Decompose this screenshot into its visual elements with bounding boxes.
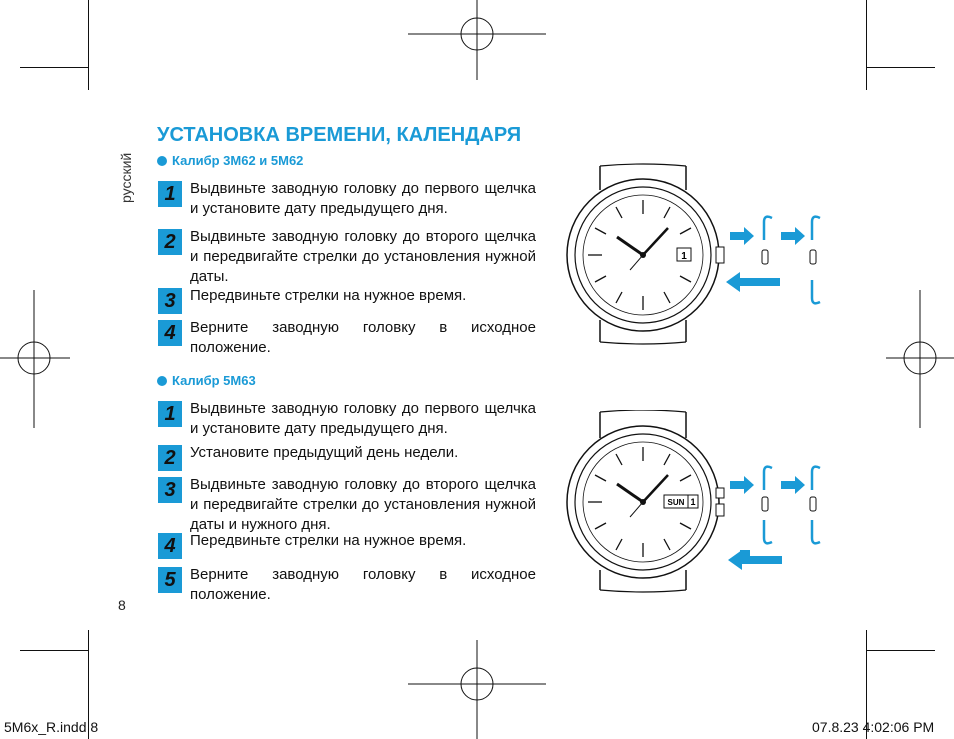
registration-mark-right <box>880 290 954 430</box>
crop-mark <box>867 650 935 651</box>
crop-mark <box>88 0 89 90</box>
step-text: Выдвиньте заводную головку до второго щелчка и передвигайте стрелки до установления нужной даты. <box>190 228 536 285</box>
section-heading-text: Калибр 5M63 <box>172 373 256 388</box>
step-text: Верните заводную головку в исходное положение. <box>190 566 536 603</box>
step-number: 3 <box>158 288 182 314</box>
page-title: УСТАНОВКА ВРЕМЕНИ, КАЛЕНДАРЯ <box>157 124 522 146</box>
section-heading-1 <box>157 153 303 168</box>
step-text: Выдвиньте заводную головку до второго щелчка и передвигайте стрелки до установления нужной даты и нужного дня. <box>190 476 536 533</box>
crown-pull-arrows <box>726 227 805 292</box>
step-text: Передвиньте стрелки на нужное время. <box>190 287 467 304</box>
bullet-icon <box>157 156 167 166</box>
section-heading-text: Калибр 3M62 и 5M62 <box>172 153 304 168</box>
section-heading-2 <box>157 373 256 388</box>
step-3 <box>158 477 536 537</box>
crop-mark <box>20 650 88 651</box>
step-number: 3 <box>158 477 182 503</box>
crop-mark <box>866 0 867 90</box>
step-2 <box>158 445 536 469</box>
step-number: 1 <box>158 401 182 427</box>
step-number: 2 <box>158 445 182 471</box>
bullet-icon <box>157 376 167 386</box>
registration-mark-bottom <box>408 640 548 739</box>
page-number: 8 <box>118 597 126 613</box>
step-number: 4 <box>158 320 182 346</box>
footer-timestamp: 07.8.23 4:02:06 PM <box>812 719 935 735</box>
step-text: Выдвиньте заводную головку до первого щелчка и установите дату предыдущего дня. <box>190 180 536 217</box>
step-3 <box>158 288 536 312</box>
crown-positions <box>762 497 816 511</box>
crown-positions <box>762 250 816 264</box>
step-number: 2 <box>158 229 182 255</box>
crown-pull-arrows <box>728 476 805 570</box>
step-number: 4 <box>158 533 182 559</box>
step-4 <box>158 533 536 557</box>
crop-mark <box>867 67 935 68</box>
date-window: 1 <box>690 497 696 507</box>
rotate-arrows <box>764 217 820 304</box>
date-window: 1 <box>681 251 687 262</box>
step-number: 1 <box>158 181 182 207</box>
step-2 <box>158 229 536 289</box>
step-1 <box>158 401 536 443</box>
step-text: Передвиньте стрелки на нужное время. <box>190 532 467 549</box>
watch-illustration-date <box>560 160 850 350</box>
step-text: Выдвиньте заводную головку до первого щелчка и установите дату предыдущего дня. <box>190 400 536 437</box>
footer-file-info: 5M6x_R.indd 8 <box>4 719 99 735</box>
watch-illustration-day-date <box>560 410 850 600</box>
day-window: SUN <box>667 498 685 507</box>
step-text: Установите предыдущий день недели. <box>190 444 459 461</box>
language-label: русский <box>118 152 134 203</box>
step-text: Верните заводную головку в исходное положение. <box>190 319 536 356</box>
step-4 <box>158 320 536 362</box>
step-1 <box>158 181 536 223</box>
registration-mark-left <box>0 290 80 430</box>
crop-mark <box>20 67 88 68</box>
rotate-arrows <box>764 467 820 544</box>
step-5 <box>158 567 536 609</box>
registration-mark-top <box>408 0 548 90</box>
step-number: 5 <box>158 567 182 593</box>
